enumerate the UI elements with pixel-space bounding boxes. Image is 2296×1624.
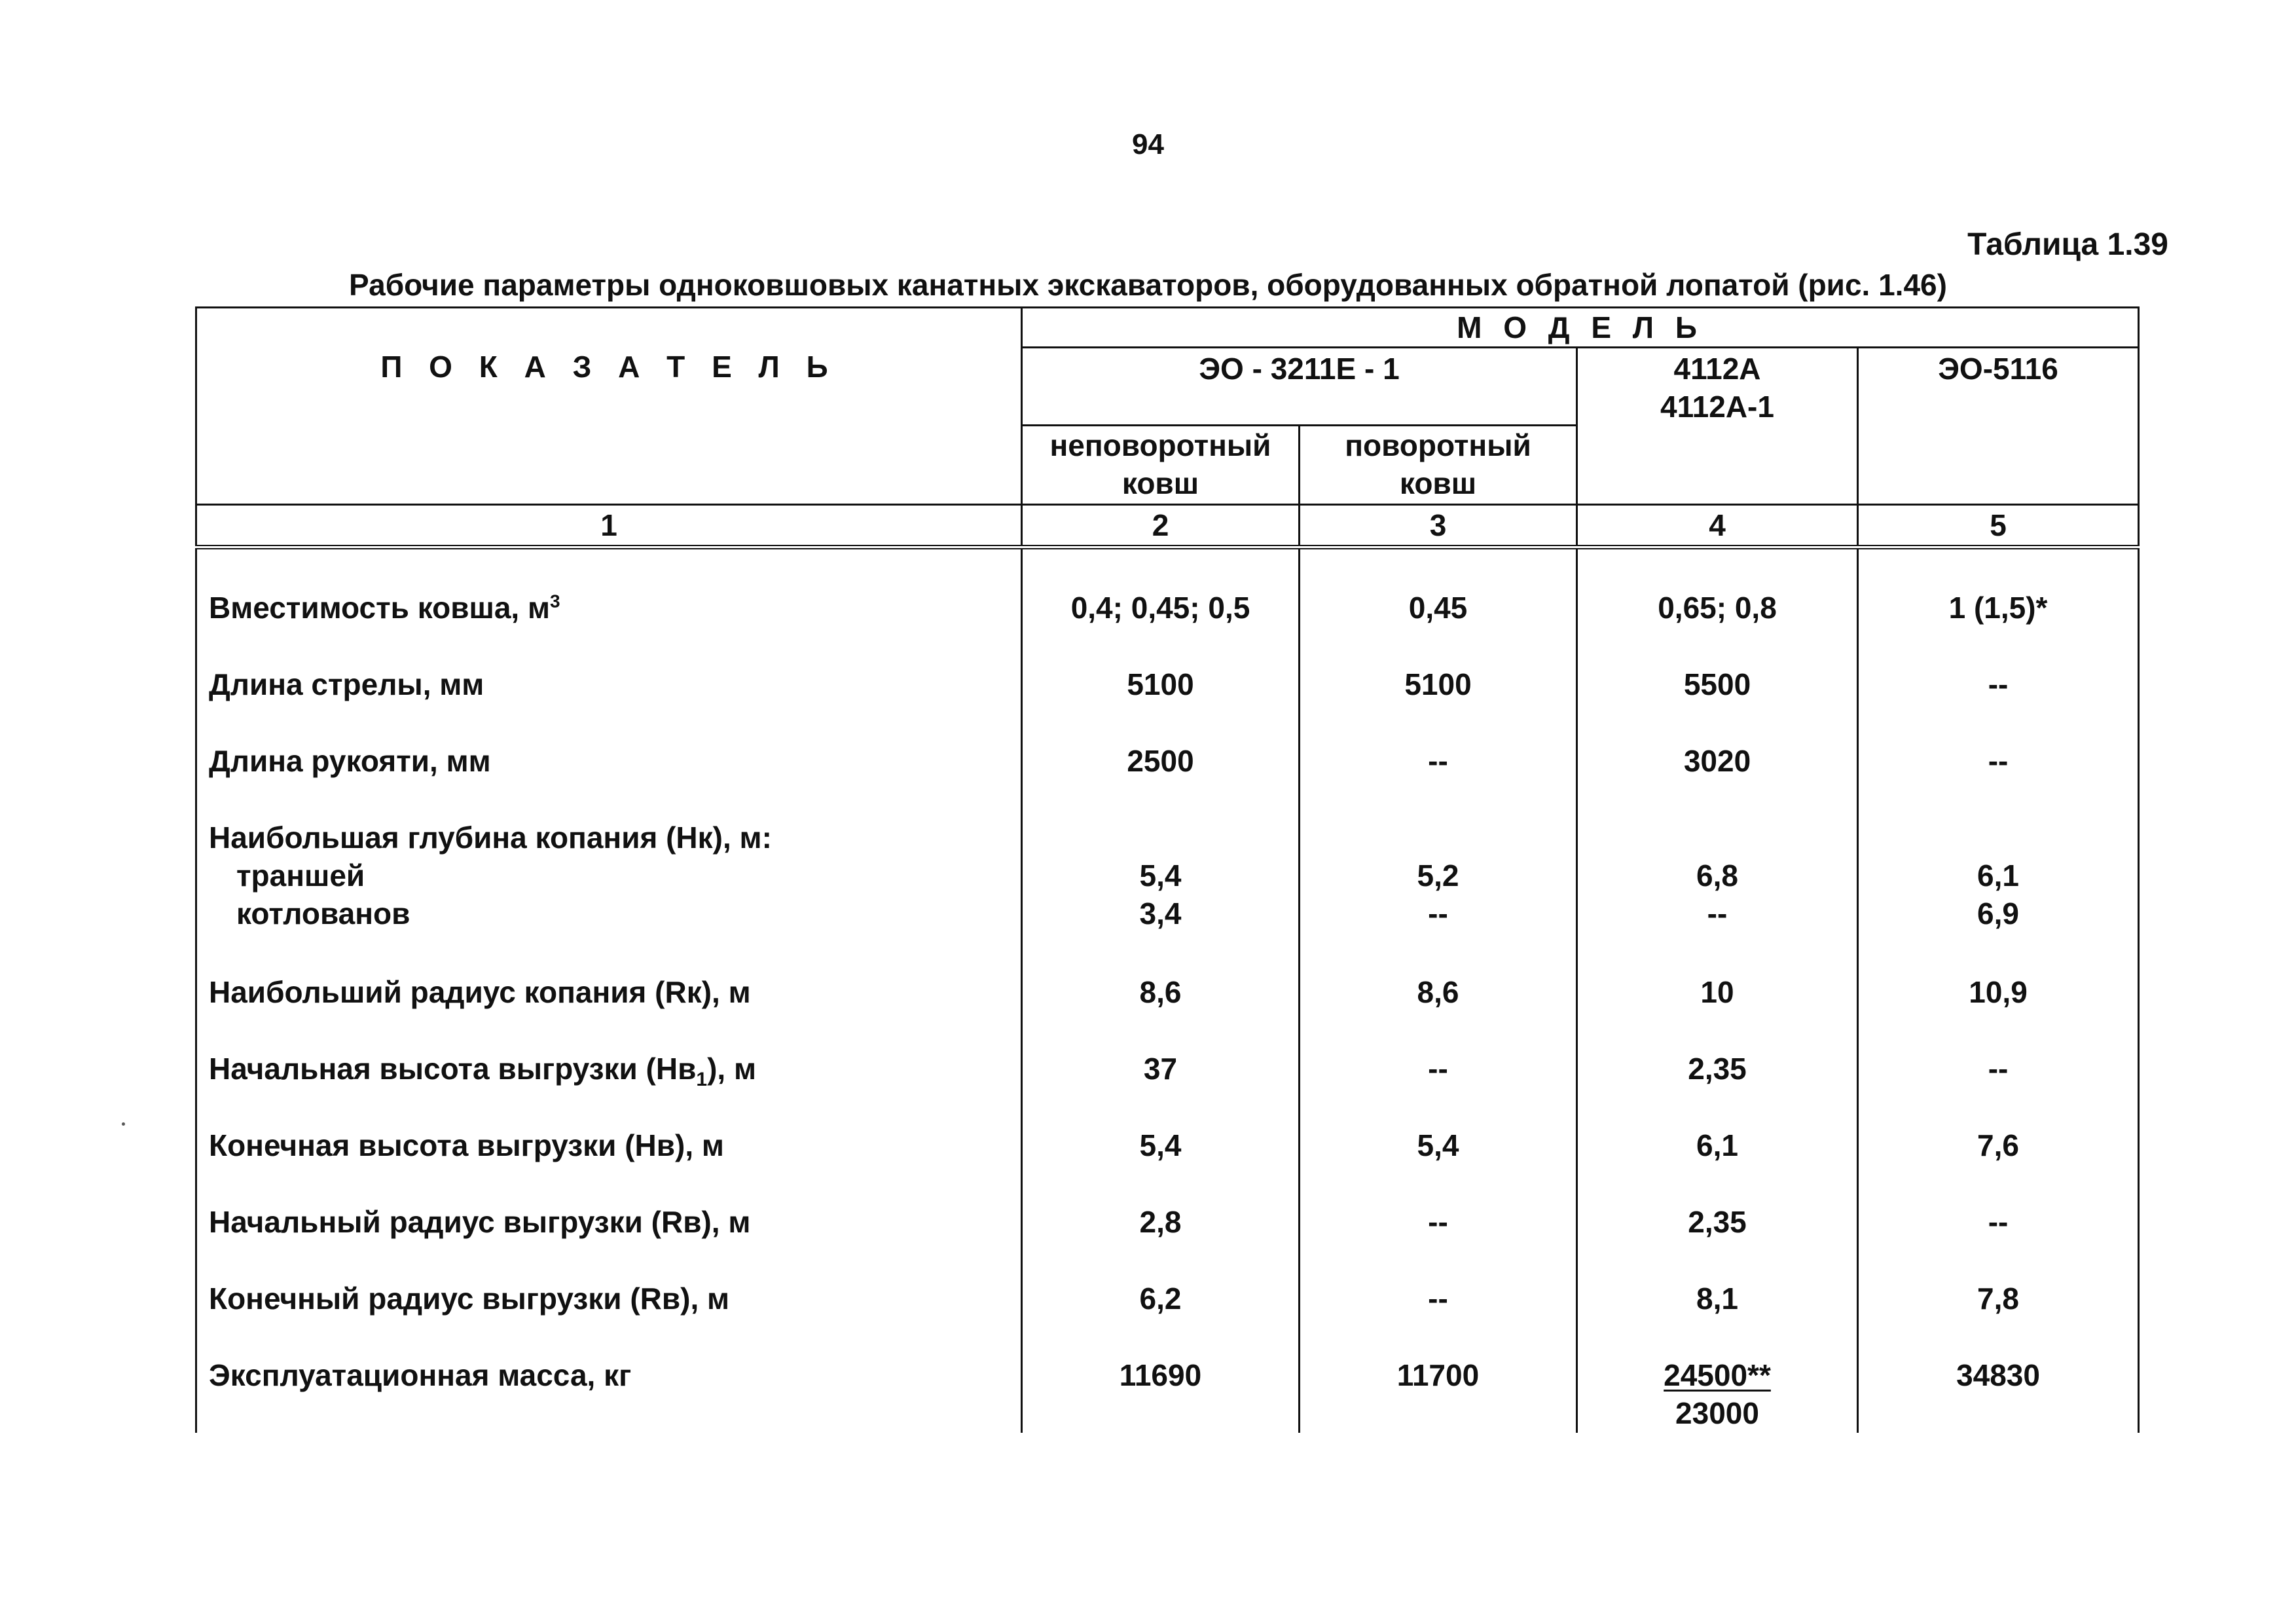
table-label: Таблица 1.39 — [1967, 227, 2168, 262]
cell: 2,35 — [1577, 1203, 1858, 1280]
cell: -- — [1300, 742, 1577, 819]
cell: 5,4 — [1300, 1126, 1577, 1203]
cell: 5500 — [1577, 665, 1858, 742]
header-model-eo3211: ЭО - 3211Е - 1 — [1022, 348, 1577, 426]
cell: -- — [1300, 1280, 1577, 1356]
cell: 8,6 — [1300, 973, 1577, 1050]
row-label-mass: Эксплуатационная масса, кг — [196, 1356, 1022, 1433]
table-row — [196, 742, 2139, 819]
table-row — [196, 665, 2139, 742]
superscript-3: 3 — [550, 591, 560, 612]
cell: 11690 — [1022, 1356, 1300, 1433]
mass-value-primary: 24500** — [1664, 1358, 1771, 1392]
cell: 1 (1,5)* — [1858, 589, 2139, 665]
scan-speck — [122, 1122, 125, 1126]
cell: 5100 — [1300, 665, 1577, 742]
header-sub-rotary — [1300, 426, 1577, 505]
cell: 8,6 — [1022, 973, 1300, 1050]
row-label-unload-end-r: Конечный радиус выгрузки (Rв), м — [196, 1280, 1022, 1356]
cell: -- — [1300, 1050, 1577, 1126]
cell: 10 — [1577, 973, 1858, 1050]
column-number-row — [196, 505, 2139, 547]
table-row — [196, 1126, 2139, 1203]
cell: 37 — [1022, 1050, 1300, 1126]
table-row — [196, 1203, 2139, 1280]
cell: 6,1 6,9 — [1858, 819, 2139, 973]
table-row — [196, 973, 2139, 1050]
cell: 2,8 — [1022, 1203, 1300, 1280]
cell: 7,8 — [1858, 1280, 2139, 1356]
cell: 0,4; 0,45; 0,5 — [1022, 589, 1300, 665]
table-row — [196, 1050, 2139, 1126]
depth-sub2-label: котлованов — [236, 896, 410, 931]
header-model-4112-line2: 4112А-1 — [1660, 390, 1774, 424]
subscript-1: 1 — [696, 1069, 708, 1091]
cell: -- — [1858, 1050, 2139, 1126]
row-label-radius: Наибольший радиус копания (Rк), м — [196, 973, 1022, 1050]
header-sub-fixed — [1022, 426, 1300, 505]
depth-label: Наибольшая глубина копания (Нк), м: — [209, 821, 772, 855]
table-row — [196, 1356, 2139, 1433]
header-sub-fixed-line1: неповоротный — [1049, 428, 1271, 462]
cell: 6,8 -- — [1577, 819, 1858, 973]
header-model-4112 — [1577, 348, 1858, 505]
cell: 11700 — [1300, 1356, 1577, 1433]
header-sub-rotary-line2: ковш — [1399, 466, 1477, 500]
cell: 8,1 — [1577, 1280, 1858, 1356]
row-label-bucket: Вместимость ковша, $м^3$ — [196, 589, 1022, 665]
table-row — [196, 1280, 2139, 1356]
table-caption: Рабочие параметры одноковшовых канатных экскаваторов, оборудованных обратной лопатой (рис. 1.46) — [349, 268, 1947, 302]
cell: -- — [1858, 1203, 2139, 1280]
header-sub-rotary-line1: поворотный — [1345, 428, 1531, 462]
cell: 10,9 — [1858, 973, 2139, 1050]
table-row — [196, 589, 2139, 665]
cell: 0,65; 0,8 — [1577, 589, 1858, 665]
cell: 5,2 -- — [1300, 819, 1577, 973]
cell — [1577, 1356, 1858, 1433]
cell: -- — [1858, 742, 2139, 819]
column-number: 5 — [1858, 505, 2139, 547]
column-number: 4 — [1577, 505, 1858, 547]
cell: 2,35 — [1577, 1050, 1858, 1126]
header-model-4112-line1: 4112А — [1673, 352, 1761, 386]
header-indicator: П О К А З А Т Е Л Ь — [196, 308, 1022, 505]
row-label-unload-start-h: Начальная высота выгрузки $(Нв_1)$, м — [196, 1050, 1022, 1126]
depth-sub1-label: траншей — [236, 858, 365, 893]
cell: 34830 — [1858, 1356, 2139, 1433]
row-label-boom: Длина стрелы, мм — [196, 665, 1022, 742]
header-model: М О Д Е Л Ь — [1022, 308, 2139, 348]
row-label-unload-end-h: Конечная высота выгрузки (Нв), м — [196, 1126, 1022, 1203]
cell: 2500 — [1022, 742, 1300, 819]
cell: 6,1 — [1577, 1126, 1858, 1203]
cell: 6,2 — [1022, 1280, 1300, 1356]
column-number: 3 — [1300, 505, 1577, 547]
cell: -- — [1300, 1203, 1577, 1280]
cell: -- — [1858, 665, 2139, 742]
page-number: 94 — [1132, 128, 1164, 160]
cell: 5,4 — [1022, 1126, 1300, 1203]
cell: 5,4 3,4 — [1022, 819, 1300, 973]
header-sub-fixed-line2: ковш — [1121, 466, 1199, 500]
table-row — [196, 819, 2139, 973]
cell: 7,6 — [1858, 1126, 2139, 1203]
cell: 0,45 — [1300, 589, 1577, 665]
row-label-depth — [196, 819, 1022, 973]
mass-value-secondary: 23000 — [1675, 1396, 1759, 1430]
cell: 3020 — [1577, 742, 1858, 819]
column-number: 1 — [196, 505, 1022, 547]
parameters-table — [195, 306, 2140, 1433]
header-model-eo5116: ЭО-5116 — [1858, 348, 2139, 505]
row-label-unload-start-r: Начальный радиус выгрузки (Rв), м — [196, 1203, 1022, 1280]
row-label-handle: Длина рукояти, мм — [196, 742, 1022, 819]
cell: 5100 — [1022, 665, 1300, 742]
column-number: 2 — [1022, 505, 1300, 547]
